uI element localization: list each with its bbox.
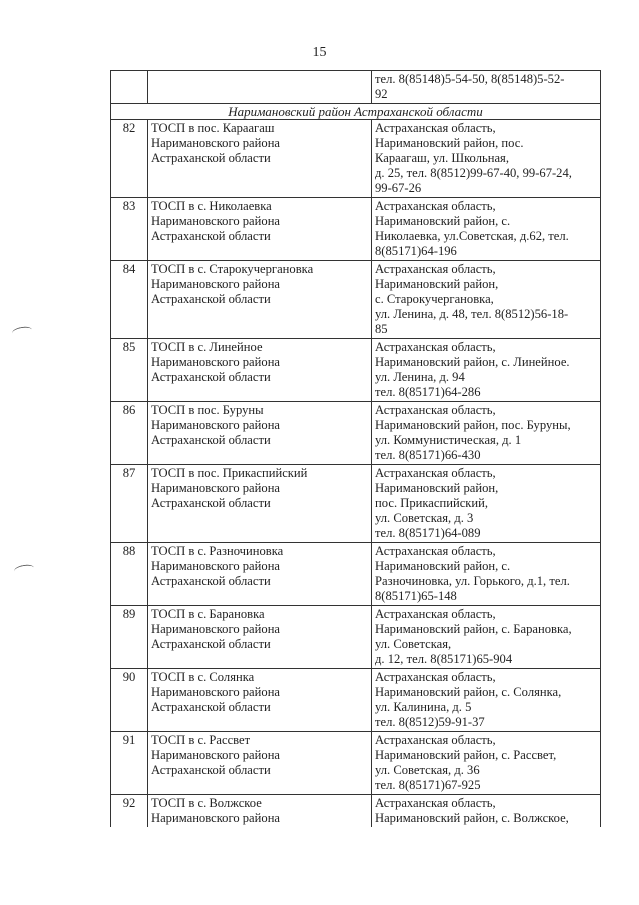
row-number-cell: 84 (111, 261, 148, 339)
office-name-cell (148, 71, 372, 104)
address-line: тел. 8(8512)59-91-37 (375, 715, 485, 729)
row-number-cell: 92 (111, 795, 148, 828)
address-line: с. Старокучергановка, (375, 292, 494, 306)
office-name-line: ТОСП в пос. Караагаш (151, 121, 275, 135)
address-line: Астраханская область, (375, 733, 496, 747)
office-name-line: Астраханской области (151, 574, 271, 588)
address-line: тел. 8(85171)64-089 (375, 526, 481, 540)
address-line: ул. Советская, (375, 637, 452, 651)
address-cell (372, 339, 601, 402)
address-cell (372, 795, 601, 828)
address-line: Астраханская область, (375, 670, 496, 684)
address-line: Николаевка, ул.Советская, д.62, тел. (375, 229, 569, 243)
address-line: Наримановский район, (375, 481, 499, 495)
row-number-cell: 82 (111, 120, 148, 198)
office-name-line: Астраханской области (151, 292, 271, 306)
address-line: Астраханская область, (375, 121, 496, 135)
address-cell (372, 669, 601, 732)
address-line: тел. 8(85148)5-54-50, 8(85148)5-52- (375, 72, 565, 86)
office-name-line: Наримановского района (151, 481, 281, 495)
office-name-line: ТОСП в пос. Прикаспийский (151, 466, 308, 480)
address-line: Наримановский район, (375, 277, 499, 291)
address-line: Наримановский район, с. Рассвет, (375, 748, 557, 762)
address-line: Астраханская область, (375, 796, 496, 810)
address-cell (372, 120, 601, 198)
address-line: Наримановский район, с. Линейное. (375, 355, 570, 369)
office-name-cell (148, 465, 372, 543)
address-line: Наримановский район, с. Барановка, (375, 622, 572, 636)
office-name-cell (148, 795, 372, 828)
office-name-cell (148, 606, 372, 669)
address-line: Наримановский район, с. (375, 214, 511, 228)
office-name-line: Астраханской области (151, 433, 271, 447)
office-name-line: Наримановского района (151, 418, 281, 432)
address-line: Астраханская область, (375, 340, 496, 354)
row-number-cell: 83 (111, 198, 148, 261)
office-name-cell (148, 669, 372, 732)
address-cell (372, 261, 601, 339)
office-name-cell (148, 543, 372, 606)
address-line: 85 (375, 322, 388, 336)
office-name-line: ТОСП в с. Рассвет (151, 733, 251, 747)
table-row (111, 543, 601, 606)
table-row (111, 402, 601, 465)
table-row (111, 606, 601, 669)
address-line: Разночиновка, ул. Горького, д.1, тел. (375, 574, 570, 588)
address-line: пос. Прикаспийский, (375, 496, 489, 510)
address-cell (372, 465, 601, 543)
address-line: Наримановский район, с. (375, 559, 511, 573)
office-name-line: Наримановского района (151, 136, 281, 150)
office-name-line: Астраханской области (151, 229, 271, 243)
address-cell (372, 606, 601, 669)
address-line: Наримановский район, пос. Буруны, (375, 418, 571, 432)
office-name-line: Астраханской области (151, 763, 271, 777)
address-line: 99-67-26 (375, 181, 422, 195)
address-line: д. 25, тел. 8(8512)99-67-40, 99-67-24, (375, 166, 572, 180)
office-name-line: Астраханской области (151, 700, 271, 714)
table-row (111, 198, 601, 261)
office-name-line: Наримановского района (151, 559, 281, 573)
address-line: тел. 8(85171)64-286 (375, 385, 481, 399)
office-name-cell (148, 732, 372, 795)
address-cell (372, 402, 601, 465)
table-row (111, 120, 601, 198)
table-row (111, 669, 601, 732)
address-line: д. 12, тел. 8(85171)65-904 (375, 652, 513, 666)
office-name-line: Наримановского района (151, 622, 281, 636)
table-row (111, 339, 601, 402)
address-line: Астраханская область, (375, 607, 496, 621)
row-number-cell (111, 71, 148, 104)
table-row (111, 732, 601, 795)
address-line: Наримановский район, пос. (375, 136, 524, 150)
scan-artifact-mark (13, 563, 34, 575)
address-line: 8(85171)64-196 (375, 244, 457, 258)
office-name-line: ТОСП в с. Николаевка (151, 199, 272, 213)
page-number: 15 (312, 45, 327, 60)
offices-table (110, 70, 601, 827)
office-name-line: Наримановского района (151, 748, 281, 762)
row-number-cell: 88 (111, 543, 148, 606)
office-name-line: Наримановского района (151, 214, 281, 228)
address-line: 8(85171)65-148 (375, 589, 457, 603)
office-name-line: Наримановского района (151, 277, 281, 291)
office-name-cell (148, 402, 372, 465)
address-line: ул. Ленина, д. 94 (375, 370, 465, 384)
address-line: тел. 8(85171)67-925 (375, 778, 481, 792)
row-number-cell: 89 (111, 606, 148, 669)
section-title: Наримановский район Астраханской области (111, 104, 601, 120)
row-number-cell: 85 (111, 339, 148, 402)
office-name-line: ТОСП в с. Линейное (151, 340, 263, 354)
section-row (111, 104, 601, 120)
scan-artifact-mark (11, 325, 32, 337)
row-number-cell: 91 (111, 732, 148, 795)
office-name-line: ТОСП в с. Разночиновка (151, 544, 284, 558)
office-name-cell (148, 261, 372, 339)
office-name-line: Наримановского района (151, 811, 281, 825)
office-name-line: ТОСП в с. Солянка (151, 670, 255, 684)
address-line: Караагаш, ул. Школьная, (375, 151, 509, 165)
office-name-line: Наримановского района (151, 685, 281, 699)
office-name-line: Наримановского района (151, 355, 281, 369)
address-line: Наримановский район, с. Солянка, (375, 685, 562, 699)
office-name-line: ТОСП в с. Барановка (151, 607, 265, 621)
address-line: Астраханская область, (375, 199, 496, 213)
address-line: Астраханская область, (375, 262, 496, 276)
office-name-cell (148, 198, 372, 261)
address-cell (372, 198, 601, 261)
table-row (111, 465, 601, 543)
table-row (111, 261, 601, 339)
address-line: ул. Коммунистическая, д. 1 (375, 433, 522, 447)
office-name-line: Астраханской области (151, 637, 271, 651)
address-cell (372, 543, 601, 606)
address-line: ул. Ленина, д. 48, тел. 8(8512)56-18- (375, 307, 569, 321)
office-name-line: ТОСП в с. Старокучергановка (151, 262, 314, 276)
row-number-cell: 90 (111, 669, 148, 732)
table-row (111, 795, 601, 828)
address-line: ул. Советская, д. 36 (375, 763, 480, 777)
address-line: тел. 8(85171)66-430 (375, 448, 481, 462)
address-line: ул. Калинина, д. 5 (375, 700, 472, 714)
address-cell (372, 71, 601, 104)
office-name-cell (148, 339, 372, 402)
office-name-line: ТОСП в пос. Буруны (151, 403, 264, 417)
office-name-cell (148, 120, 372, 198)
address-line: ул. Советская, д. 3 (375, 511, 474, 525)
address-line: 92 (375, 87, 388, 101)
row-number-cell: 87 (111, 465, 148, 543)
address-line: Астраханская область, (375, 466, 496, 480)
office-name-line: Астраханской области (151, 370, 271, 384)
continued-row (111, 71, 601, 104)
address-cell (372, 732, 601, 795)
row-number-cell: 86 (111, 402, 148, 465)
office-name-line: Астраханской области (151, 151, 271, 165)
address-line: Наримановский район, с. Волжское, (375, 811, 569, 825)
address-line: Астраханская область, (375, 403, 496, 417)
office-name-line: ТОСП в с. Волжское (151, 796, 262, 810)
address-line: Астраханская область, (375, 544, 496, 558)
office-name-line: Астраханской области (151, 496, 271, 510)
